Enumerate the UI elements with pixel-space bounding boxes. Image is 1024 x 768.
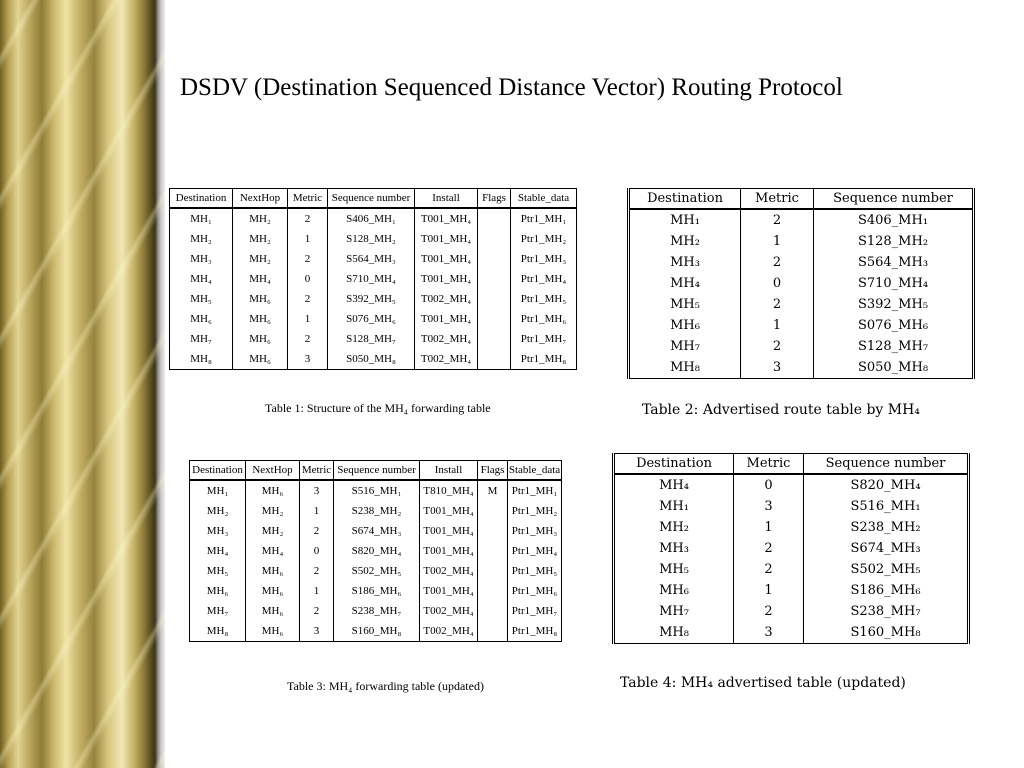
table-cell	[478, 249, 511, 269]
table-cell: S128_MH₂	[328, 229, 415, 249]
table-cell: MH₆	[233, 349, 288, 370]
table-cell: Ptr1_MH₅	[511, 289, 577, 309]
table-cell: T002_MH₄	[415, 349, 478, 370]
table-cell: 1	[734, 517, 804, 538]
table-cell: MH₄	[614, 474, 734, 496]
table-row	[170, 329, 577, 349]
table-cell: S392_MH₅	[814, 294, 974, 315]
header-cell: Install	[415, 189, 478, 209]
table-cell: MH₅	[614, 559, 734, 580]
table-cell: MH₅	[190, 561, 246, 581]
table-cell: MH₂	[246, 501, 300, 521]
table-cell	[478, 269, 511, 289]
table-header-row	[170, 189, 577, 209]
table-cell: 0	[288, 269, 328, 289]
table-cell: Ptr1_MH₇	[511, 329, 577, 349]
table-cell: 0	[734, 474, 804, 496]
table-row	[190, 601, 562, 621]
table-cell: T001_MH₄	[415, 309, 478, 329]
table-cell: MH₃	[629, 252, 741, 273]
table-cell: 2	[300, 561, 334, 581]
table-row	[629, 231, 974, 252]
table-row	[170, 249, 577, 269]
table-cell: MH₇	[629, 336, 741, 357]
table-cell: 2	[300, 601, 334, 621]
table-cell: S238_MH₂	[804, 517, 969, 538]
table-1-forwarding	[169, 188, 577, 370]
table-cell: MH₅	[170, 289, 233, 309]
table-cell: S502_MH₅	[334, 561, 420, 581]
table-row	[190, 521, 562, 541]
slide-title: DSDV (Destination Sequenced Distance Vector) Routing Protocol	[180, 74, 843, 101]
header-cell: Flags	[478, 189, 511, 209]
table-cell: S186_MH₆	[804, 580, 969, 601]
table-cell: 2	[288, 208, 328, 229]
table-cell: S516_MH₁	[804, 496, 969, 517]
table-cell: S820_MH₄	[334, 541, 420, 561]
table-row	[614, 622, 969, 644]
table-cell: 2	[734, 601, 804, 622]
table-cell: T002_MH₄	[420, 601, 478, 621]
table-cell: 1	[288, 309, 328, 329]
table-cell: T001_MH₄	[420, 581, 478, 601]
table-cell: MH₈	[190, 621, 246, 642]
table-cell: 2	[288, 289, 328, 309]
table-row	[629, 273, 974, 294]
table-cell: MH₂	[629, 231, 741, 252]
table-cell: Ptr1_MH₆	[511, 309, 577, 329]
table-cell: MH₃	[170, 249, 233, 269]
table-cell: S820_MH₄	[804, 474, 969, 496]
table-cell: Ptr1_MH₅	[508, 561, 562, 581]
table-cell: S186_MH₆	[334, 581, 420, 601]
table-cell: MH₇	[614, 601, 734, 622]
table-row	[614, 474, 969, 496]
table-cell: MH₈	[170, 349, 233, 370]
table-cell: T002_MH₄	[420, 561, 478, 581]
table-cell	[478, 561, 508, 581]
header-cell: Metric	[288, 189, 328, 209]
table-cell: 2	[741, 209, 814, 231]
table-cell: MH₆	[246, 561, 300, 581]
table-row	[170, 269, 577, 289]
table-4-caption: Table 4: MH₄ advertised table (updated)	[620, 675, 906, 691]
header-cell: Stable_data	[511, 189, 577, 209]
table-cell: T001_MH₄	[415, 249, 478, 269]
header-cell: Sequence number	[334, 461, 420, 481]
table-cell: MH₄	[233, 269, 288, 289]
table-cell: MH₅	[629, 294, 741, 315]
header-cell: Metric	[741, 189, 814, 210]
table-row	[614, 601, 969, 622]
table-cell: MH₄	[170, 269, 233, 289]
table-cell	[478, 581, 508, 601]
table-cell: S160_MH₈	[334, 621, 420, 642]
table-header-row	[190, 461, 562, 481]
table-row	[170, 229, 577, 249]
table-cell: T001_MH₄	[420, 541, 478, 561]
table-cell: Ptr1_MH₆	[508, 581, 562, 601]
table-cell: 2	[300, 521, 334, 541]
table-cell	[478, 309, 511, 329]
table-cell: S392_MH₅	[328, 289, 415, 309]
table-cell: Ptr1_MH₂	[508, 501, 562, 521]
table-row	[629, 315, 974, 336]
table-cell: 1	[300, 581, 334, 601]
table-cell: S564_MH₃	[328, 249, 415, 269]
header-cell: Metric	[734, 454, 804, 475]
table-cell: S674_MH₃	[804, 538, 969, 559]
table-row	[629, 209, 974, 231]
table-cell: 3	[300, 480, 334, 501]
table-cell: Ptr1_MH₁	[508, 480, 562, 501]
table-row	[170, 309, 577, 329]
header-cell: Sequence number	[328, 189, 415, 209]
table-cell: MH₂	[190, 501, 246, 521]
table-cell: 3	[734, 622, 804, 644]
table-cell: 2	[741, 336, 814, 357]
table-row	[614, 517, 969, 538]
table-cell: 3	[300, 621, 334, 642]
header-cell: NextHop	[246, 461, 300, 481]
table-cell: MH₂	[246, 521, 300, 541]
table-row	[190, 501, 562, 521]
table-cell	[478, 329, 511, 349]
table-cell: 1	[300, 501, 334, 521]
table-row	[629, 252, 974, 273]
table-cell: S238_MH₇	[334, 601, 420, 621]
table-row	[614, 538, 969, 559]
table-cell: MH₄	[190, 541, 246, 561]
table-cell: S502_MH₅	[804, 559, 969, 580]
table-cell: 2	[734, 538, 804, 559]
table-cell: MH₆	[233, 329, 288, 349]
table-cell: MH₂	[233, 208, 288, 229]
table-cell: MH₁	[614, 496, 734, 517]
table-cell: S128_MH₇	[814, 336, 974, 357]
table-cell	[478, 541, 508, 561]
table-cell: MH₁	[629, 209, 741, 231]
table-cell: 1	[741, 315, 814, 336]
table-cell: S674_MH₃	[334, 521, 420, 541]
table-cell: MH₆	[190, 581, 246, 601]
table-cell: Ptr1_MH₈	[508, 621, 562, 642]
table-cell: T002_MH₄	[415, 329, 478, 349]
table-cell: M	[478, 480, 508, 501]
table-cell: T001_MH₄	[415, 229, 478, 249]
table-row	[170, 289, 577, 309]
table-row	[190, 561, 562, 581]
header-cell: Sequence number	[814, 189, 974, 210]
table-cell: MH₆	[233, 309, 288, 329]
table-row	[614, 580, 969, 601]
table-cell: Ptr1_MH₇	[508, 601, 562, 621]
table-cell: MH₂	[614, 517, 734, 538]
table-cell: 0	[300, 541, 334, 561]
table-cell: MH₇	[170, 329, 233, 349]
header-cell: Flags	[478, 461, 508, 481]
table-cell: MH₃	[614, 538, 734, 559]
header-cell: Stable_data	[508, 461, 562, 481]
table-cell: MH₂	[233, 229, 288, 249]
table-row	[629, 357, 974, 379]
table-cell	[478, 349, 511, 370]
table-row	[190, 480, 562, 501]
table-cell: Ptr1_MH₃	[511, 249, 577, 269]
table-cell: S160_MH₈	[804, 622, 969, 644]
table-cell: 1	[288, 229, 328, 249]
table-cell: MH₆	[246, 601, 300, 621]
header-cell: Install	[420, 461, 478, 481]
table-cell: 3	[741, 357, 814, 379]
table-row	[170, 208, 577, 229]
table-cell: MH₆	[246, 581, 300, 601]
table-cell: S076_MH₆	[814, 315, 974, 336]
table-cell: 2	[741, 252, 814, 273]
table-cell: MH₂	[170, 229, 233, 249]
table-cell: 3	[288, 349, 328, 370]
table-cell: T002_MH₄	[415, 289, 478, 309]
table-4-advertised-updated	[612, 453, 970, 644]
table-cell: MH₇	[190, 601, 246, 621]
table-cell: T001_MH₄	[415, 208, 478, 229]
table-cell: MH₆	[246, 621, 300, 642]
table-header-row	[614, 454, 969, 475]
table-cell: 1	[734, 580, 804, 601]
table-cell: S406_MH₁	[814, 209, 974, 231]
table-cell	[478, 289, 511, 309]
table-cell: 2	[734, 559, 804, 580]
table-cell: 2	[741, 294, 814, 315]
table-row	[190, 581, 562, 601]
table-cell: MH₁	[190, 480, 246, 501]
table-1-caption: Table 1: Structure of the MH₄ forwarding table	[265, 401, 491, 415]
table-cell: MH₄	[246, 541, 300, 561]
table-cell: S076_MH₆	[328, 309, 415, 329]
decorative-gold-column	[0, 0, 165, 768]
table-row	[629, 336, 974, 357]
table-cell: MH₄	[629, 273, 741, 294]
table-cell: 0	[741, 273, 814, 294]
table-cell	[478, 621, 508, 642]
table-cell: MH₆	[170, 309, 233, 329]
table-cell	[478, 229, 511, 249]
table-header-row	[629, 189, 974, 210]
table-row	[190, 541, 562, 561]
table-cell: Ptr1_MH₄	[511, 269, 577, 289]
table-cell: T001_MH₄	[415, 269, 478, 289]
table-cell	[478, 521, 508, 541]
table-cell: T001_MH₄	[420, 521, 478, 541]
table-2-caption: Table 2: Advertised route table by MH₄	[642, 402, 920, 418]
table-cell: MH₂	[233, 249, 288, 269]
table-cell: MH₆	[233, 289, 288, 309]
table-cell: Ptr1_MH₃	[508, 521, 562, 541]
header-cell: Destination	[190, 461, 246, 481]
table-cell: S710_MH₄	[814, 273, 974, 294]
table-3-forwarding-updated	[189, 460, 562, 642]
table-cell	[478, 601, 508, 621]
table-cell: S128_MH₇	[328, 329, 415, 349]
table-row	[190, 621, 562, 642]
table-cell: Ptr1_MH₂	[511, 229, 577, 249]
table-cell: MH₈	[629, 357, 741, 379]
header-cell: Destination	[629, 189, 741, 210]
table-cell: 2	[288, 329, 328, 349]
table-cell	[478, 501, 508, 521]
header-cell: Destination	[614, 454, 734, 475]
table-cell: Ptr1_MH₄	[508, 541, 562, 561]
table-3-caption: Table 3: MH₄ forwarding table (updated)	[287, 679, 484, 693]
table-cell: S050_MH₈	[328, 349, 415, 370]
table-cell: S516_MH₁	[334, 480, 420, 501]
table-cell: S050_MH₈	[814, 357, 974, 379]
table-cell: S710_MH₄	[328, 269, 415, 289]
table-cell: 2	[288, 249, 328, 269]
table-cell: MH₆	[614, 580, 734, 601]
table-cell: 1	[741, 231, 814, 252]
table-cell: MH₃	[190, 521, 246, 541]
header-cell: Metric	[300, 461, 334, 481]
table-cell: Ptr1_MH₁	[511, 208, 577, 229]
table-cell: MH₁	[170, 208, 233, 229]
table-cell: S564_MH₃	[814, 252, 974, 273]
table-cell: S238_MH₇	[804, 601, 969, 622]
header-cell: NextHop	[233, 189, 288, 209]
table-cell: S238_MH₂	[334, 501, 420, 521]
table-cell: Ptr1_MH₈	[511, 349, 577, 370]
table-row	[629, 294, 974, 315]
table-cell: MH₈	[614, 622, 734, 644]
header-cell: Destination	[170, 189, 233, 209]
table-cell: T002_MH₄	[420, 621, 478, 642]
table-cell: 3	[734, 496, 804, 517]
table-cell: S406_MH₁	[328, 208, 415, 229]
table-row	[170, 349, 577, 370]
table-row	[614, 559, 969, 580]
table-row	[614, 496, 969, 517]
table-2-advertised	[627, 188, 975, 379]
table-cell: T810_MH₄	[420, 480, 478, 501]
table-cell: T001_MH₄	[420, 501, 478, 521]
table-cell: MH₆	[246, 480, 300, 501]
table-cell	[478, 208, 511, 229]
table-cell: S128_MH₂	[814, 231, 974, 252]
header-cell: Sequence number	[804, 454, 969, 475]
table-cell: MH₆	[629, 315, 741, 336]
